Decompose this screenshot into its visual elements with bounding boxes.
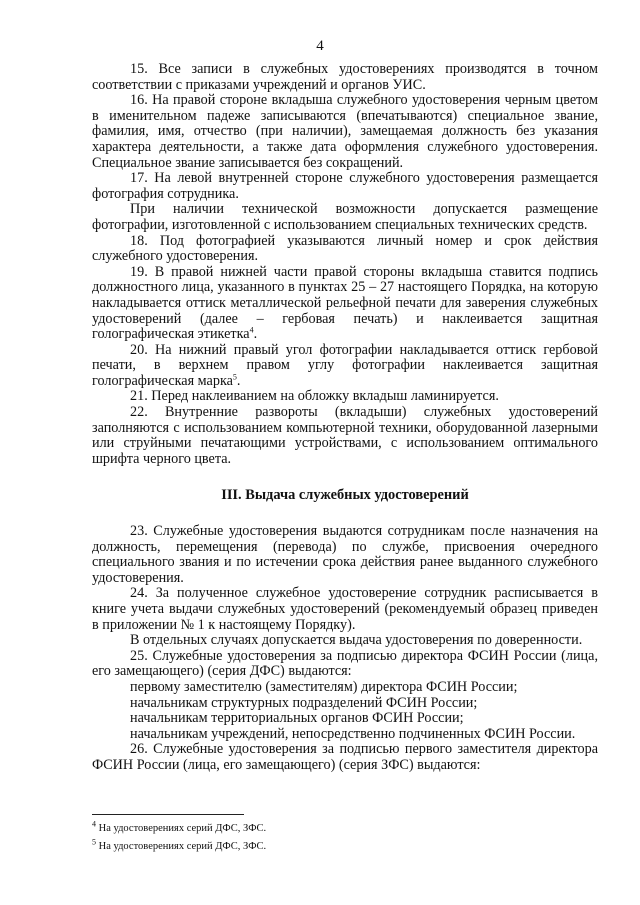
list-item: начальникам территориальных органов ФСИН России; (130, 710, 464, 727)
paragraph-24-continued: В отдельных случаях допускается выдача удостоверения по доверенности. (130, 632, 583, 649)
footnote-mark: 5 (92, 837, 96, 847)
footnote-ref-5: 5 (232, 372, 237, 382)
page-number: 4 (316, 38, 324, 54)
footnotes (92, 820, 598, 856)
paragraph-19-text: 19. В правой нижней части правой стороны вкладыша ставится подпись должностного лица, указанного в пунктах 25 – 27 настоящего Порядка, на которую накладывается оттиск металлической рельефной печати для заверения служебных удостоверений (далее – гербовая печать) и наклеивается защитная голографическая этикетка (92, 263, 598, 343)
paragraph-23: 23. Служебные удостоверения выдаются сотрудникам после назначения на должность, перемещения (перевода) по службе, присвоения очередного специального звания и по истечении срока действия ранее выданного служебного удостоверения. (92, 523, 598, 586)
list-item: начальникам учреждений, непосредственно подчиненных ФСИН России. (130, 725, 576, 742)
paragraph-20-end: . (236, 372, 241, 389)
paragraph-26: 26. Служебные удостоверения за подписью первого заместителя директора ФСИН России (лица, его замещающего) (серия ЗФС) выдаются: (92, 741, 598, 773)
footnote-5 (92, 838, 598, 856)
footnote-text: На удостоверениях серий ДФС, ЗФС. (96, 823, 267, 834)
paragraph-19-end: . (253, 326, 258, 343)
paragraph-16: 16. На правой стороне вкладыша служебного удостоверения черным цветом в именительном падеже записываются (впечатываются) специальное звание, фамилия, имя, отчество (при наличии), замещаемая должность без указания характера деятельности, а также дата оформления служебного удостоверения. Специальное звание записывается без сокращений. (92, 92, 598, 171)
paragraph-17-continued: При наличии технической возможности допускается размещение фотографии, изготовленной с использованием специальных технических средств. (92, 201, 598, 233)
paragraph-20 (92, 343, 598, 390)
section-heading: III. Выдача служебных удостоверений (221, 487, 469, 504)
paragraph-21: 21. Перед наклеиванием на обложку вкладыш ламинируется. (130, 388, 499, 405)
footnote-mark: 4 (92, 819, 96, 829)
paragraph-18: 18. Под фотографией указываются личный номер и срок действия служебного удостоверения. (92, 232, 598, 265)
footnote-4 (92, 820, 598, 838)
paragraph-15: 15. Все записи в служебных удостоверениях производятся в точном соответствии с приказами учреждений и органов УИС. (92, 61, 598, 93)
paragraph-17: 17. На левой внутренней стороне служебного удостоверения размещается фотография сотрудника. (92, 170, 598, 202)
paragraph-20-text: 20. На нижний правый угол фотографии накладывается оттиск гербовой печати, в верхнем правом углу фотографии наклеивается защитная голографическая марка (92, 341, 598, 389)
paragraph-22: 22. Внутренние развороты (вкладыши) служебных удостоверений заполняются с использованием компьютерной техники, оборудованной лазерными или струйными печатающими устройствами, с использованием оптимального шрифта черного цвета. (92, 404, 598, 467)
footnote-divider (92, 814, 244, 815)
paragraph-24: 24. За полученное служебное удостоверение сотрудник расписывается в книге учета выдачи служебных удостоверений (рекомендуемый образец приведен в приложении № 1 к настоящему Порядку). (92, 585, 598, 633)
list-item: начальникам структурных подразделений ФСИН России; (130, 694, 478, 711)
footnote-text: На удостоверениях серий ДФС, ЗФС. (96, 841, 267, 852)
paragraph-25: 25. Служебные удостоверения за подписью директора ФСИН России (лица, его замещающего) (серия ДФС) выдаются: (92, 647, 598, 680)
list-item: первому заместителю (заместителям) директора ФСИН России; (130, 678, 518, 695)
paragraph-19 (92, 265, 598, 343)
footnote-ref-4: 4 (249, 325, 254, 335)
document-body (92, 62, 598, 774)
